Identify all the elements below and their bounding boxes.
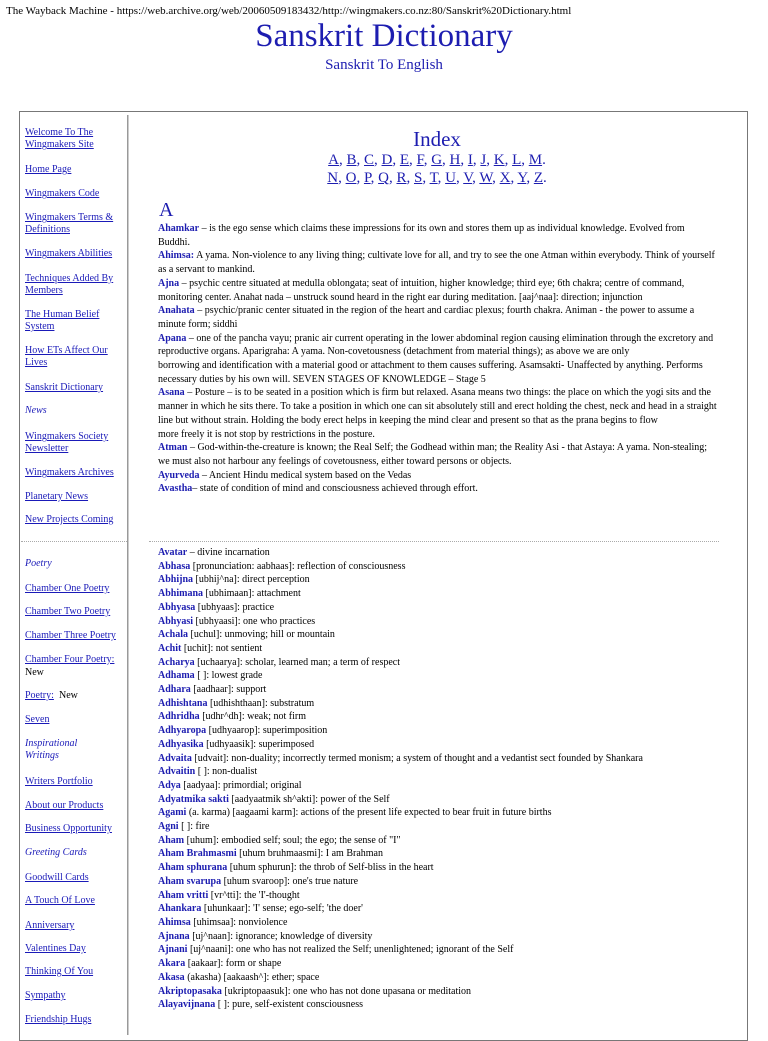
dictionary-entry (158, 793, 718, 807)
entry-term: Advaitin (158, 766, 196, 778)
letter-separator: , (526, 170, 534, 186)
letter-index-row-1 (129, 152, 745, 169)
letter-link-h[interactable]: H (449, 152, 461, 168)
entry-definition: A yama. Non-violence to any living thing; cultivate love for all, and try to see the one Atman within everybody. Think of yourself as a servant to mankind. (158, 250, 715, 276)
entry-term: Alayavijnana (158, 999, 216, 1011)
letter-link-r[interactable]: R (396, 170, 407, 186)
sidebar-item-new-projects[interactable]: New Projects Coming (25, 514, 114, 525)
sidebar-heading-inspirational: Inspirational Writings (25, 738, 78, 761)
entry-term: Aham vritti (158, 889, 209, 901)
sidebar-heading-news: News (25, 405, 47, 416)
entry-definition: – God-within-the-creature is known; the Real Self; the Godhead within man; the Reality Asi - that Astaya: A yama. Non-stealing; we must also not harbour any feelings of covetousness, either toward persons or objects. (158, 442, 708, 467)
letter-separator: , (356, 170, 364, 186)
letter-link-t[interactable]: T (429, 170, 438, 186)
letter-link-j[interactable]: J (480, 152, 487, 168)
entry-term: Ahimsa (158, 916, 191, 928)
sidebar-item-chamber-four[interactable]: Chamber Four Poetry: (25, 654, 115, 665)
sidebar-divider (21, 541, 127, 542)
entry-definition: [aadyaa]: primordial; original (180, 779, 302, 791)
entry-term: Adhyasika (158, 738, 204, 750)
entry-definition: [udvait]: non-duality; incorrectly termed monism; a system of thought and a vedantist sect founded by Shankara (191, 752, 643, 764)
dictionary-entry (158, 469, 718, 483)
entry-term: Ajnana (158, 930, 190, 942)
entries-top (158, 222, 718, 496)
letter-link-b[interactable]: B (346, 152, 357, 168)
sidebar-item-welcome[interactable]: Welcome To The Wingmakers Site (25, 127, 94, 150)
letter-separator: , (455, 170, 464, 186)
entry-definition: [uhimsaa]: nonviolence (190, 916, 288, 928)
entry-definition: – one of the pancha vayu; pranic air current operating in the lower abdominal region causing elimination through the excretory and reproductive organs. Aparigraha: A yama. Non-covetousness (detachment from material things); as above we are only (158, 332, 714, 358)
entry-definition: [ ]: pure, self-existent consciousness (215, 999, 363, 1011)
entry-term: Agami (158, 807, 187, 819)
entry-term: Abhimana (158, 588, 204, 600)
letter-link-c[interactable]: C (364, 152, 375, 168)
dictionary-entry (158, 642, 718, 656)
letter-separator: , (422, 170, 430, 186)
entry-definition: [pronunciation: aabhaas]: reflection of consciousness (190, 560, 406, 572)
dictionary-entry (158, 847, 718, 861)
letter-link-s[interactable]: S (413, 170, 423, 186)
entry-definition: [ukriptopaasuk]: one who has not done upasana or meditation (221, 985, 472, 997)
letter-separator: , (492, 170, 500, 186)
dictionary-entry (158, 957, 718, 971)
sidebar-item-chamber-one[interactable]: Chamber One Poetry (25, 583, 110, 594)
dictionary-entry (158, 752, 718, 766)
sidebar-item-goodwill[interactable]: Goodwill Cards (25, 872, 89, 883)
dictionary-entry (158, 820, 718, 834)
entry-definition: [ubhimaan]: attachment (203, 588, 301, 600)
entry-term: Ajna (158, 277, 180, 289)
letter-link-n[interactable]: N (327, 170, 339, 186)
entry-term: Avastha (158, 483, 193, 495)
letter-separator: , (406, 170, 414, 186)
entry-definition: borrowing and identification with a material good or attachment to them causes suffering. Asamsakti- Unaffected by anything. Performs necessary duties by his own will. SEVEN STAGES OF KNOWLEDGE – Stage 5 (158, 360, 703, 385)
dictionary-entry (158, 806, 718, 820)
entry-term: Aham svarupa (158, 875, 222, 887)
dictionary-entry (158, 971, 718, 985)
dictionary-entry (158, 916, 718, 930)
entry-definition: [aadhaar]: support (190, 684, 267, 696)
entry-term: Ajnani (158, 944, 188, 956)
dictionary-entry (158, 573, 718, 587)
entry-definition: – state of condition of mind and consciousness achieved through effort. (192, 483, 478, 495)
dictionary-entry (158, 834, 718, 848)
letter-separator: . (543, 170, 547, 186)
letter-separator: , (356, 152, 365, 168)
letter-separator: , (388, 170, 397, 186)
sidebar (21, 115, 128, 1035)
dictionary-entry (158, 683, 718, 697)
entry-definition: [udhyaarop]: superimposition (206, 725, 328, 737)
sidebar-item-anniversary[interactable]: Anniversary (25, 920, 75, 931)
letter-link-p[interactable]: P (363, 170, 371, 186)
sidebar-item-planetary-news[interactable]: Planetary News (25, 491, 89, 502)
dictionary-entry (158, 386, 718, 427)
letter-separator: , (460, 152, 468, 168)
sidebar-item-ets[interactable]: How ETs Affect Our Lives (25, 345, 108, 368)
entry-definition: [aadyaatmik sh^akti]: power of the Self (228, 793, 390, 805)
dictionary-entry (158, 669, 718, 683)
letter-link-m[interactable]: M (528, 152, 543, 168)
entry-definition: [udhyaasik]: superimposed (203, 738, 315, 750)
entry-term: Atman (158, 442, 188, 454)
entry-definition: [uj^naan]: ignorance; knowledge of diversity (189, 930, 373, 942)
dictionary-entry (158, 930, 718, 944)
letter-separator: , (338, 170, 346, 186)
letter-link-i[interactable]: I (467, 152, 473, 168)
sidebar-item-writers-portfolio[interactable]: Writers Portfolio (25, 776, 93, 787)
letter-separator: , (486, 152, 494, 168)
letter-link-k[interactable]: K (493, 152, 505, 168)
dictionary-entry (158, 249, 718, 276)
entry-definition: [ubhij^na]: direct perception (193, 574, 310, 586)
letter-separator: , (409, 152, 417, 168)
entry-definition: (akasha) [aakaash^]: ether; space (184, 971, 320, 983)
entry-definition: [uhum svaroop]: one's true nature (221, 875, 359, 887)
dictionary-entry (158, 332, 718, 359)
sidebar-heading-poetry: Poetry (25, 558, 52, 569)
entry-term: Apana (158, 332, 187, 344)
dictionary-entry (158, 738, 718, 752)
letter-separator: , (510, 170, 518, 186)
entry-definition: [udhr^dh]: weak; not firm (199, 711, 307, 723)
letter-separator: , (392, 152, 400, 168)
dictionary-entry (158, 615, 718, 629)
dictionary-entry (158, 482, 718, 496)
page-title: Sanskrit Dictionary (255, 18, 513, 54)
dictionary-entry (158, 656, 718, 670)
entry-definition: [uhunkaar]: 'I' sense; ego-self; 'the doer' (201, 903, 363, 915)
entry-definition: [uchit]: not sentient (181, 642, 263, 654)
sidebar-item-friendship[interactable]: Friendship Hugs (25, 1014, 92, 1025)
entry-term: Advaita (158, 752, 192, 764)
sidebar-item-valentines[interactable]: Valentines Day (25, 943, 86, 954)
entry-term: Ahamkar (158, 223, 200, 234)
entry-definition: [ ]: lowest grade (194, 670, 263, 682)
entry-term: Abhyasi (158, 615, 194, 627)
letter-index-row-2 (129, 170, 745, 187)
letter-link-d[interactable]: D (381, 152, 393, 168)
letter-separator: , (437, 170, 446, 186)
entry-definition: [uchul]: unmoving; hill or mountain (188, 629, 335, 641)
entry-term: Anahata (158, 305, 195, 317)
letter-link-q[interactable]: Q (378, 170, 389, 186)
entry-definition: [ubhyaasi]: one who practices (193, 615, 316, 627)
wayback-banner: The Wayback Machine - https://web.archive.org/web/20060509183432/http://wingmakers.co.nz:80/Sanskrit%20Dictionary.html (6, 5, 572, 17)
letter-link-o[interactable]: O (345, 170, 357, 186)
letter-separator: , (423, 152, 432, 168)
dictionary-entry (158, 428, 718, 442)
entry-definition: [ ]: non-dualist (195, 766, 258, 778)
entry-term: Akriptopasaka (158, 985, 222, 997)
dictionary-entry (158, 601, 718, 615)
letter-link-u[interactable]: U (445, 170, 456, 186)
entry-term: Ahankara (158, 903, 202, 915)
sidebar-item-archives[interactable]: Wingmakers Archives (25, 467, 114, 478)
entry-definition: – Ancient Hindu medical system based on the Vedas (199, 469, 412, 481)
sidebar-item-sanskrit[interactable]: Sanskrit Dictionary (25, 382, 104, 393)
dictionary-entry (158, 724, 718, 738)
dictionary-entry (158, 710, 718, 724)
dictionary-entry (158, 546, 718, 560)
letter-link-e[interactable]: E (399, 152, 410, 168)
entry-term: Avatar (158, 547, 188, 558)
letter-separator: , (521, 152, 529, 168)
dictionary-entry (158, 889, 718, 903)
entry-term: Adyatmika sakti (158, 793, 229, 805)
entry-term: Abhasa (158, 560, 191, 572)
letter-link-y[interactable]: Y (517, 170, 527, 186)
entry-term: Ayurveda (158, 469, 200, 481)
letter-link-g[interactable]: G (431, 152, 443, 168)
letter-link-l[interactable]: L (512, 152, 522, 168)
letter-separator: , (442, 152, 450, 168)
entry-term: Adhara (158, 684, 191, 696)
entry-definition: [vr^tti]: the 'I'-thought (208, 889, 300, 901)
sidebar-item-home[interactable]: Home Page (25, 164, 72, 175)
sidebar-item-touch-of-love[interactable]: A Touch Of Love (25, 895, 95, 906)
dictionary-entry (158, 587, 718, 601)
letter-separator: , (339, 152, 347, 168)
entry-definition: – psychic/pranic center situated in the region of the heart and cardiac plexus; fourth chakra. Animan - the power to assume a minute form; siddhi (158, 305, 695, 330)
sidebar-item-belief-system[interactable]: The Human Belief System (25, 309, 100, 332)
entry-definition: more freely it is not stop by restrictions in the posture. (158, 428, 375, 440)
sidebar-new-label: New (25, 667, 44, 678)
dictionary-entry (158, 222, 718, 249)
dictionary-entry (158, 304, 718, 331)
entry-term: Adya (158, 779, 181, 791)
dictionary-entry (158, 861, 718, 875)
sidebar-item-chamber-two[interactable]: Chamber Two Poetry (25, 606, 111, 617)
entry-term: Adhishtana (158, 697, 208, 709)
dictionary-entry (158, 628, 718, 642)
entry-term: Abhyasa (158, 601, 196, 613)
letter-separator: . (542, 152, 546, 168)
entry-term: Agni (158, 821, 179, 833)
letter-link-a[interactable]: A (328, 152, 339, 168)
letter-separator: , (472, 152, 481, 168)
sidebar-item-thinking-of-you[interactable]: Thinking Of You (25, 966, 94, 977)
dictionary-entry (158, 985, 718, 999)
letter-link-f[interactable]: F (416, 152, 424, 168)
dictionary-entry (158, 441, 718, 468)
entry-term: Adhyaropa (158, 725, 207, 737)
entry-term: Adhridha (158, 711, 200, 723)
sidebar-item-sympathy[interactable]: Sympathy (25, 990, 66, 1001)
entry-definition: – Posture – is to be seated in a position which is firm but relaxed. Asana means two things: the place on which the yogi sits and the manner in which he sits there. To take a position in which one can sit absolutely still and erect holding the chest, neck and head in a straight line but without strain. Holding the body erect helps in keeping the mind clear and present so that as the prana begins to flow (158, 387, 717, 426)
entry-definition: – psychic centre situated at medulla oblongata; seat of intuition, higher knowledge; third eye; 6th chakra; centre of command, monitoring center. Anahat nada – unstruck sound heard in the right ear during meditation. [aaj^naa]: direction; injunction (158, 277, 685, 303)
entry-term: Ahimsa: (158, 250, 195, 262)
entry-term: Akasa (158, 971, 185, 983)
sidebar-item-abilities[interactable]: Wingmakers Abilities (25, 248, 113, 259)
entry-term: Akara (158, 958, 186, 970)
sidebar-item-chamber-three[interactable]: Chamber Three Poetry (25, 630, 116, 641)
sidebar-heading-greeting-cards: Greeting Cards (25, 847, 87, 858)
dictionary-content (128, 115, 745, 1035)
dictionary-entry (158, 779, 718, 793)
sidebar-new-label: New (59, 690, 78, 701)
letter-separator: , (370, 170, 379, 186)
entry-term: Abhijna (158, 574, 194, 586)
entry-term: Aham Brahmasmi (158, 848, 237, 860)
letter-separator: , (504, 152, 513, 168)
entry-definition: [ubhyaas]: practice (195, 601, 275, 613)
dictionary-entry (158, 697, 718, 711)
index-heading: Index (413, 127, 461, 151)
entry-definition: [ ]: fire (178, 821, 210, 833)
entry-term: Achit (158, 642, 182, 654)
section-letter-heading: A (159, 199, 174, 221)
entry-term: Aham (158, 834, 185, 846)
dictionary-entry (158, 359, 718, 386)
entries-bottom (158, 546, 718, 1012)
entry-definition: [uhum sphurun]: the throb of Self-bliss in the heart (227, 862, 434, 874)
dictionary-entry (158, 560, 718, 574)
letter-separator: , (472, 170, 480, 186)
entry-definition: – divine incarnation (187, 547, 270, 558)
entry-definition: [aakaar]: form or shape (185, 958, 282, 970)
entry-definition: [uj^naani]: one who has not realized the Self; unenlightened; ignorant of the Self (187, 944, 514, 956)
entry-term: Asana (158, 387, 185, 399)
entry-definition: [uhum bruhmaasmi]: I am Brahman (236, 848, 383, 860)
page-subtitle: Sanskrit To English (325, 57, 443, 73)
sidebar-item-terms[interactable]: Wingmakers Terms & Definitions (25, 212, 114, 235)
dictionary-entry (158, 943, 718, 957)
dictionary-entry (158, 277, 718, 304)
sidebar-item-seven[interactable]: Seven (25, 714, 50, 725)
entry-definition: – is the ego sense which claims these impressions for its own and stores them up as individual knowledge. Evolved from Buddhi. (158, 223, 685, 248)
entry-term: Aham sphurana (158, 862, 228, 874)
sidebar-item-business[interactable]: Business Opportunity (25, 823, 112, 834)
sidebar-item-poetry[interactable]: Poetry: (25, 690, 54, 701)
letter-link-z[interactable]: Z (533, 170, 543, 186)
letter-link-w[interactable]: W (479, 170, 493, 186)
entry-definition: (a. karma) [aagaami karm]: actions of the present life expected to bear fruit in future births (186, 807, 552, 819)
sidebar-item-techniques[interactable]: Techniques Added By Members (25, 273, 114, 296)
entry-definition: [uhum]: embodied self; soul; the ego; the sense of "I" (184, 834, 401, 846)
content-divider (149, 541, 719, 542)
letter-link-v[interactable]: V (463, 170, 473, 186)
entry-term: Acharya (158, 656, 195, 668)
dictionary-entry (158, 875, 718, 889)
sidebar-item-code[interactable]: Wingmakers Code (25, 188, 100, 199)
sidebar-item-products[interactable]: About our Products (25, 800, 104, 811)
dictionary-entry (158, 902, 718, 916)
entry-term: Adhama (158, 670, 195, 682)
dictionary-entry (158, 765, 718, 779)
entry-definition: [udhishthaan]: substratum (207, 697, 315, 709)
dictionary-entry (158, 998, 718, 1012)
letter-separator: , (374, 152, 382, 168)
sidebar-item-newsletter[interactable]: Wingmakers Society Newsletter (25, 431, 109, 454)
entry-term: Achala (158, 629, 188, 641)
letter-link-x[interactable]: X (499, 170, 511, 186)
entry-definition: [uchaarya]: scholar, learned man; a term of respect (194, 656, 400, 668)
